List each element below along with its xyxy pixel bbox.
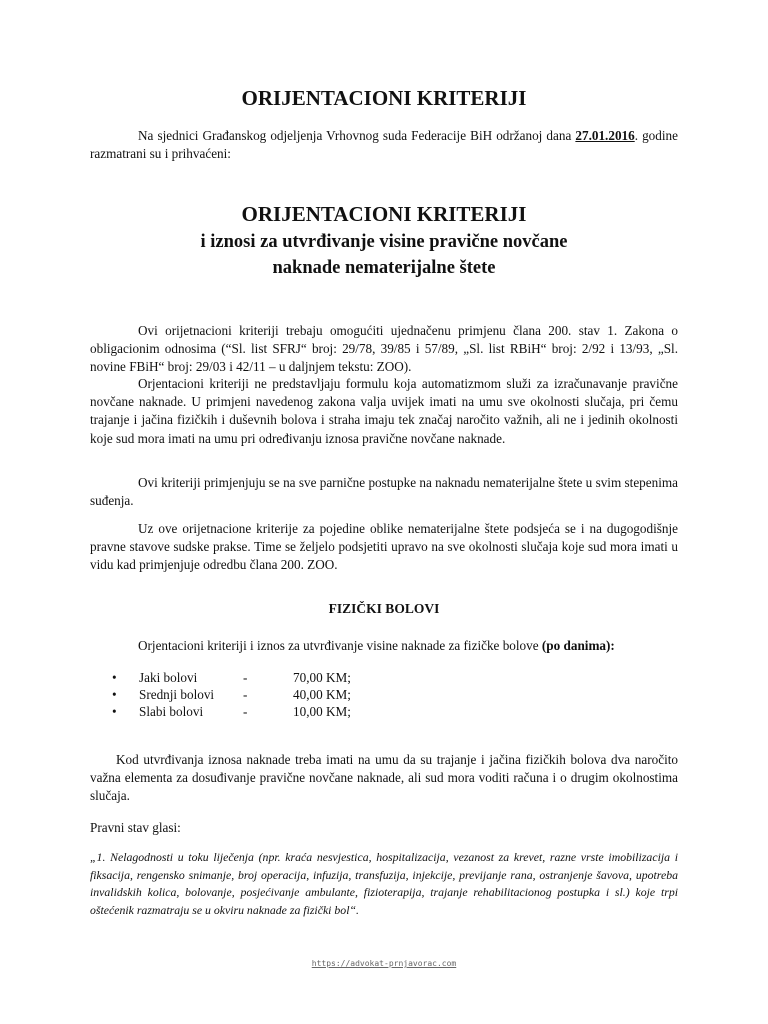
dash-separator: - [243, 704, 248, 719]
dash-separator: - [243, 687, 248, 702]
intro-paragraph [90, 127, 678, 163]
meeting-date: 27.01.2016 [575, 128, 635, 143]
pain-level-amount: 40,00 KM; [293, 687, 351, 702]
section-paragraph: Kod utvrđivanja iznosa naknade treba imati na umu da su trajanje i jačina fizičkih bolova dva naročito važna elementa za dosuđivanje pravične novčane naknade, ali sud mora voditi računa i o drugim okolnostima slučaja. [90, 752, 678, 804]
pain-level-name: Srednji bolovi [139, 687, 215, 702]
heading-subtitle-line1: i iznosi za utvrđivanje visine pravične novčane [200, 232, 568, 252]
bullet-icon: • [112, 704, 117, 719]
legal-position-quote: „1. Nelagodnosti u toku liječenja (npr. kraća nesvjestica, hospitalizacija, vezanost za krevet, razne vrste imobilizacija i fiksacija, rengensko snimanje, broj operacija, infuzija, transfuzija, injekcije, previjanje rana, ostranjenje šavova, upotreba invalidskih kolica, bolovanje, posjećivanje ambulante, fizioterapija, trajanje rehabilitacionog postupka i sl.) koje trpi oštećenik razmatraju se u okviru naknade za fizički bol“. [90, 850, 678, 917]
intro-text: Na sjednici Građanskog odjeljenja Vrhovnog suda Federacije BiH održanoj dana [138, 128, 576, 143]
paragraph-4: Uz ove orijetnacione kriterije za pojedine oblike nematerijalne štete podsjeća se i na dugogodišnje pravne stavove sudske prakse. Time se željelo podsjetiti upravo na sve okolnosti slučaja koje sud mora imati u vidu kad primjenjuje odredbu člana 200. ZOO. [90, 521, 678, 573]
dash-separator: - [243, 670, 248, 685]
intro-text-end: . godine razmatrani su i prihvaćeni: [90, 128, 678, 161]
heading-subtitle-line2: naknade nematerijalne štete [272, 258, 496, 278]
section-intro-text: Orjentacioni kriteriji i iznos za utvrđivanje visine naknade za fizičke bolove [138, 638, 542, 653]
pain-level-name: Jaki bolovi [139, 670, 198, 685]
bullet-icon: • [112, 670, 117, 685]
pain-level-name: Slabi bolovi [139, 704, 204, 719]
paragraph-3: Ovi kriteriji primjenjuju se na sve parnične postupke na naknadu nematerijalne štete u svim stepenima suđenja. [90, 475, 678, 509]
heading-subtitle [0, 229, 768, 281]
heading-title: ORIJENTACIONI KRITERIJI [241, 202, 527, 226]
paragraph-2: Orjentacioni kriteriji ne predstavljaju formulu koja automatizmom služi za izračunavanje pravične novčane naknade. U primjeni navedenog zakona valja uvijek imati na umu sve okolnosti slučaja, pri čemu trajanje i jačina fizičkih i duševnih bolova i straha imaju tek značaj naročito važnih, ali ne i jedinih okolnosti koje sud mora imati na umu pri određivanju iznosa pravične novčane naknade. [90, 376, 678, 446]
section-intro [90, 637, 678, 655]
footer-link[interactable]: https://advokat-prnjavorac.com [311, 959, 457, 968]
section-title: FIZIČKI BOLOVI [328, 601, 440, 616]
main-title: ORIJENTACIONI KRITERIJI [241, 86, 527, 110]
bullet-icon: • [112, 687, 117, 702]
pain-level-amount: 10,00 KM; [293, 704, 351, 719]
legal-position-label: Pravni stav glasi: [90, 820, 181, 835]
paragraph-1: Ovi orijetnacioni kriteriji trebaju omogućiti ujednačenu primjenu člana 200. stav 1. Zakona o obligacionim odnosima (“Sl. list SFRJ“ broj: 29/78, 39/85 i 57/89, „Sl. list RBiH“ broj: 2/92 i 13/93, „Sl. novine FBiH“ broj: 29/03 i 42/11 – u daljnjem tekstu: ZOO). [90, 323, 678, 375]
section-intro-bold: (po danima): [541, 638, 615, 653]
pain-level-amount: 70,00 KM; [293, 670, 351, 685]
